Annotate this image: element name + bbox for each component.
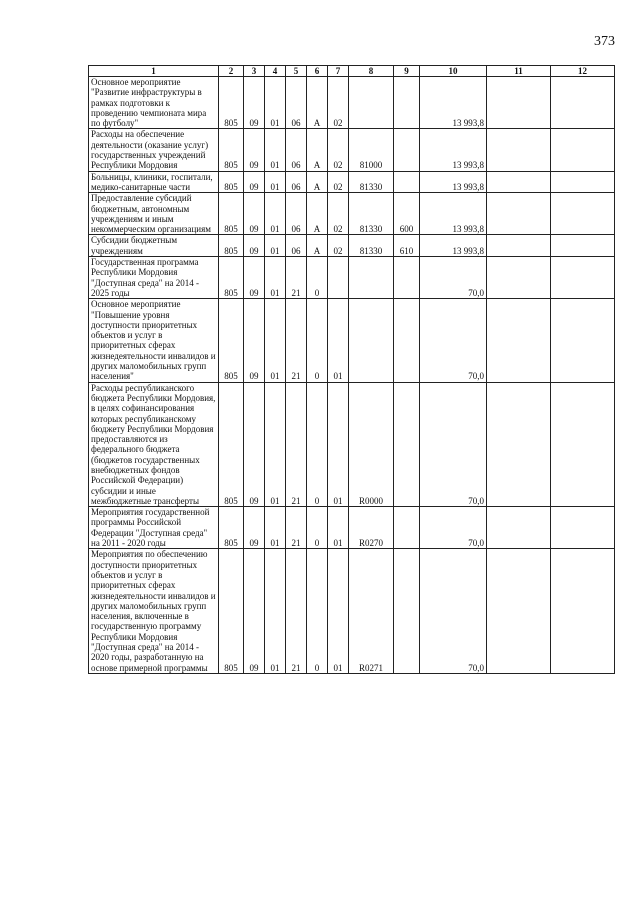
subsection-code: 01: [265, 235, 286, 257]
section-code: 09: [244, 77, 265, 129]
ministry-code: 805: [219, 507, 244, 549]
subprogram-code: А: [307, 129, 328, 171]
column-11: [487, 549, 551, 674]
row-name: Основное мероприятие "Развитие инфраструктуры в рамках подготовки к проведению чемпионата мира по футболу": [89, 77, 219, 129]
budget-table: [88, 65, 615, 674]
subsection-code: 01: [265, 129, 286, 171]
subprogram-code: А: [307, 235, 328, 257]
direction-code: [349, 257, 394, 299]
column-header: 6: [307, 66, 328, 77]
direction-code: 81330: [349, 171, 394, 193]
section-code: 09: [244, 382, 265, 507]
column-header: 11: [487, 66, 551, 77]
table-row: [89, 549, 615, 674]
subsection-code: 01: [265, 171, 286, 193]
column-11: [487, 299, 551, 382]
direction-code: [349, 77, 394, 129]
section-code: 09: [244, 507, 265, 549]
column-header: 10: [420, 66, 487, 77]
table-body: [89, 77, 615, 674]
ministry-code: 805: [219, 257, 244, 299]
direction-code: [349, 299, 394, 382]
program-code: 21: [286, 507, 307, 549]
row-name: Расходы республиканского бюджета Республики Мордовия, в целях софинансирования которых республиканскому бюджету Республики Мордовия предоставляются из федерального бюджета (бюджетов государственных внебюджетных фондов Российской Федерации) субсидии и иные межбюджетные трансферты: [89, 382, 219, 507]
column-12: [551, 129, 615, 171]
column-11: [487, 382, 551, 507]
subprogram-code: 0: [307, 382, 328, 507]
expense-type-code: 610: [394, 235, 420, 257]
expense-type-code: [394, 299, 420, 382]
program-code: 21: [286, 382, 307, 507]
section-code: 09: [244, 235, 265, 257]
event-code: 02: [328, 193, 349, 235]
column-11: [487, 507, 551, 549]
program-code: 21: [286, 257, 307, 299]
table-row: [89, 382, 615, 507]
program-code: 06: [286, 171, 307, 193]
ministry-code: 805: [219, 299, 244, 382]
section-code: 09: [244, 129, 265, 171]
subprogram-code: 0: [307, 549, 328, 674]
program-code: 06: [286, 235, 307, 257]
program-code: 06: [286, 77, 307, 129]
ministry-code: 805: [219, 382, 244, 507]
table-row: [89, 507, 615, 549]
column-12: [551, 235, 615, 257]
ministry-code: 805: [219, 235, 244, 257]
expense-type-code: [394, 257, 420, 299]
direction-code: 81000: [349, 129, 394, 171]
column-header: 4: [265, 66, 286, 77]
direction-code: R0271: [349, 549, 394, 674]
amount: 70,0: [420, 507, 487, 549]
amount: 13 993,8: [420, 235, 487, 257]
section-code: 09: [244, 299, 265, 382]
subprogram-code: 0: [307, 257, 328, 299]
subprogram-code: А: [307, 171, 328, 193]
column-header: 3: [244, 66, 265, 77]
amount: 70,0: [420, 299, 487, 382]
row-name: Расходы на обеспечение деятельности (оказание услуг) государственных учреждений Республики Мордовия: [89, 129, 219, 171]
column-11: [487, 235, 551, 257]
column-11: [487, 77, 551, 129]
ministry-code: 805: [219, 77, 244, 129]
section-code: 09: [244, 549, 265, 674]
expense-type-code: 600: [394, 193, 420, 235]
column-12: [551, 171, 615, 193]
column-11: [487, 171, 551, 193]
amount: 13 993,8: [420, 193, 487, 235]
event-code: 01: [328, 382, 349, 507]
section-code: 09: [244, 257, 265, 299]
direction-code: R0270: [349, 507, 394, 549]
column-header: 12: [551, 66, 615, 77]
event-code: 02: [328, 77, 349, 129]
table-row: [89, 193, 615, 235]
column-header: 2: [219, 66, 244, 77]
row-name: Субсидии бюджетным учреждениям: [89, 235, 219, 257]
table-row: [89, 77, 615, 129]
event-code: 01: [328, 549, 349, 674]
subsection-code: 01: [265, 193, 286, 235]
column-header: 7: [328, 66, 349, 77]
expense-type-code: [394, 549, 420, 674]
expense-type-code: [394, 382, 420, 507]
page-number: 373: [594, 34, 615, 49]
amount: 13 993,8: [420, 77, 487, 129]
event-code: 02: [328, 235, 349, 257]
expense-type-code: [394, 171, 420, 193]
amount: 13 993,8: [420, 129, 487, 171]
column-12: [551, 257, 615, 299]
subsection-code: 01: [265, 549, 286, 674]
subsection-code: 01: [265, 382, 286, 507]
program-code: 21: [286, 549, 307, 674]
subsection-code: 01: [265, 299, 286, 382]
event-code: [328, 257, 349, 299]
amount: 13 993,8: [420, 171, 487, 193]
row-name: Предоставление субсидий бюджетным, автономным учреждениям и иным некоммерческим организациям: [89, 193, 219, 235]
table-row: [89, 235, 615, 257]
subprogram-code: А: [307, 193, 328, 235]
subsection-code: 01: [265, 257, 286, 299]
program-code: 21: [286, 299, 307, 382]
row-name: Мероприятия государственной программы Российской Федерации "Доступная среда" на 2011 - 2020 годы: [89, 507, 219, 549]
expense-type-code: [394, 77, 420, 129]
direction-code: R0000: [349, 382, 394, 507]
subsection-code: 01: [265, 77, 286, 129]
table-row: [89, 299, 615, 382]
column-12: [551, 507, 615, 549]
expense-type-code: [394, 507, 420, 549]
subprogram-code: А: [307, 77, 328, 129]
row-name: Больницы, клиники, госпитали, медико-санитарные части: [89, 171, 219, 193]
amount: 70,0: [420, 257, 487, 299]
subprogram-code: 0: [307, 507, 328, 549]
subprogram-code: 0: [307, 299, 328, 382]
event-code: 01: [328, 507, 349, 549]
event-code: 02: [328, 171, 349, 193]
column-12: [551, 299, 615, 382]
direction-code: 81330: [349, 193, 394, 235]
column-12: [551, 382, 615, 507]
amount: 70,0: [420, 382, 487, 507]
column-12: [551, 77, 615, 129]
expense-type-code: [394, 129, 420, 171]
subsection-code: 01: [265, 507, 286, 549]
event-code: 01: [328, 299, 349, 382]
column-header: 8: [349, 66, 394, 77]
table-row: [89, 129, 615, 171]
table-row: [89, 257, 615, 299]
column-12: [551, 193, 615, 235]
program-code: 06: [286, 129, 307, 171]
column-11: [487, 129, 551, 171]
row-name: Мероприятия по обеспечению доступности приоритетных объектов и услуг в приоритетных сферах жизнедеятельности инвалидов и других маломобильных групп населения, включенные в государственную программу Республики Мордовия "Доступная среда" на 2014 - 2020 годы, разработанную на основе примерной программы: [89, 549, 219, 674]
column-header: 5: [286, 66, 307, 77]
ministry-code: 805: [219, 193, 244, 235]
column-11: [487, 193, 551, 235]
column-11: [487, 257, 551, 299]
ministry-code: 805: [219, 171, 244, 193]
section-code: 09: [244, 171, 265, 193]
row-name: Основное мероприятие "Повышение уровня доступности приоритетных объектов и услуг в приоритетных сферах жизнедеятельности инвалидов и других маломобильных групп населения": [89, 299, 219, 382]
column-header: 1: [89, 66, 219, 77]
ministry-code: 805: [219, 129, 244, 171]
table-row: [89, 171, 615, 193]
program-code: 06: [286, 193, 307, 235]
section-code: 09: [244, 193, 265, 235]
event-code: 02: [328, 129, 349, 171]
direction-code: 81330: [349, 235, 394, 257]
column-header: 9: [394, 66, 420, 77]
row-name: Государственная программа Республики Мордовия "Доступная среда" на 2014 - 2025 годы: [89, 257, 219, 299]
column-12: [551, 549, 615, 674]
amount: 70,0: [420, 549, 487, 674]
ministry-code: 805: [219, 549, 244, 674]
header-row: [89, 66, 615, 77]
